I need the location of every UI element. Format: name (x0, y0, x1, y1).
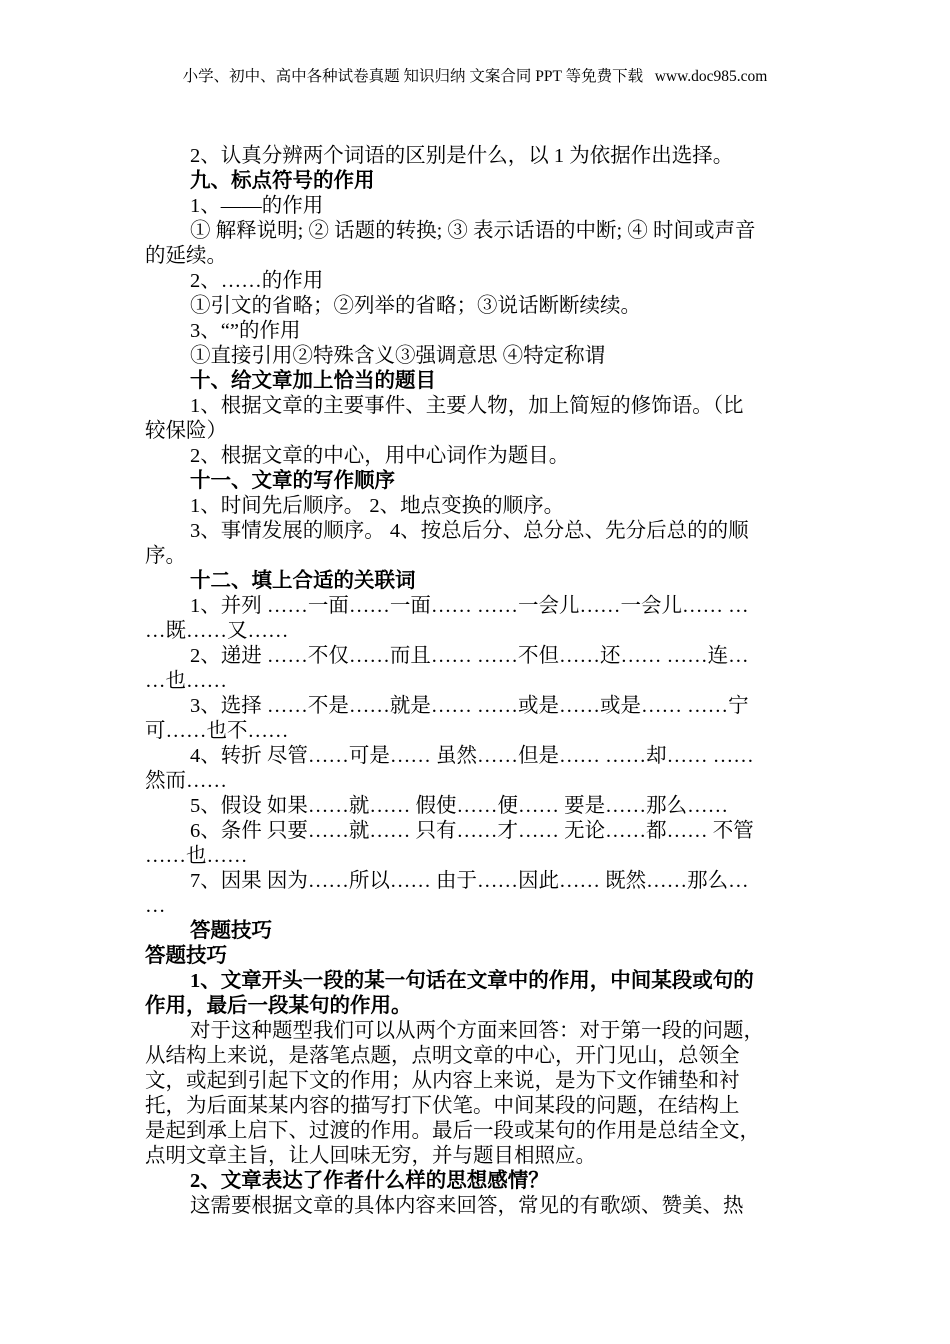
text-line: 4、转折 尽管……可是…… 虽然……但是…… ……却…… …… (190, 745, 754, 767)
text-line: 从结构上来说，是落笔点题，点明文章的中心，开门见山，总领全 (145, 1045, 740, 1067)
text-line: ① 解释说明; ② 话题的转换; ③ 表示话语的中断; ④ 时间或声音 (190, 220, 756, 242)
text-line: 是起到承上启下、过渡的作用。最后一段或某句的作用是总结全文， (145, 1120, 760, 1142)
text-line: …既……又…… (145, 620, 289, 642)
text-line: 序。 (145, 545, 186, 567)
text-line: 2、……的作用 (190, 270, 324, 292)
text-line: 2、认真分辨两个词语的区别是什么，以 1 为依据作出选择。 (190, 145, 734, 167)
text-line: 托，为后面某某内容的描写打下伏笔。中间某段的问题，在结构上 (145, 1095, 740, 1117)
text-line: 这需要根据文章的具体内容来回答，常见的有歌颂、赞美、热 (190, 1195, 744, 1217)
section-heading-line: 十一、文章的写作顺序 (190, 470, 395, 492)
document-body (145, 144, 807, 1219)
section-heading-line: 1、文章开头一段的某一句话在文章中的作用，中间某段或句的 (190, 970, 754, 992)
text-line: ①引文的省略；②列举的省略；③说话断断续续。 (190, 295, 641, 317)
text-line: 6、条件 只要……就…… 只有……才…… 无论……都…… 不管 (190, 820, 754, 842)
section-heading-line: 答题技巧 (145, 945, 227, 967)
text-line: 2、递进 ……不仅……而且…… ……不但……还…… ……连… (190, 645, 749, 667)
text-line: 7、因果 因为……所以…… 由于……因此…… 既然……那么… (190, 870, 749, 892)
text-line: 3、选择 ……不是……就是…… ……或是……或是…… ……宁 (190, 695, 749, 717)
text-line: ……也…… (145, 845, 248, 867)
text-line: 对于这种题型我们可以从两个方面来回答：对于第一段的问题， (190, 1020, 764, 1042)
text-line: 可……也不…… (145, 720, 289, 742)
text-line: 1、时间先后顺序。 2、地点变换的顺序。 (190, 495, 565, 517)
text-line: 1、根据文章的主要事件、主要人物，加上简短的修饰语。（比 (190, 395, 744, 417)
section-heading-line: 十二、填上合适的关联词 (190, 570, 416, 592)
text-line: 1、——的作用 (190, 195, 324, 217)
text-line: …也…… (145, 670, 227, 692)
text-line: 3、事情发展的顺序。 4、按总后分、总分总、先分后总的的顺 (190, 520, 749, 542)
section-heading-line: 作用，最后一段某句的作用。 (145, 995, 412, 1017)
section-heading-line: 2、文章表达了作者什么样的思想感情？ (190, 1170, 549, 1192)
text-line: 然而…… (145, 770, 227, 792)
section-heading-line: 答题技巧 (190, 920, 272, 942)
text-line: 2、根据文章的中心，用中心词作为题目。 (190, 445, 570, 467)
text-line: 的延续。 (145, 245, 227, 267)
text-line: 较保险） (145, 420, 227, 442)
text-line: 3、“”的作用 (190, 320, 301, 342)
text-line: 文，或起到引起下文的作用；从内容上来说，是为下文作铺垫和衬 (145, 1070, 740, 1092)
section-heading-line: 九、标点符号的作用 (190, 170, 375, 192)
text-line: … (145, 895, 166, 917)
section-heading-line: 十、给文章加上恰当的题目 (190, 370, 436, 392)
page-header: 小学、初中、高中各种试卷真题 知识归纳 文案合同 PPT 等免费下载 www.doc985.com (182, 68, 768, 85)
text-line: ①直接引用②特殊含义③强调意思 ④特定称谓 (190, 345, 606, 367)
text-line: 点明文章主旨，让人回味无穷，并与题目相照应。 (145, 1145, 596, 1167)
text-line: 5、假设 如果……就…… 假使……便…… 要是……那么…… (190, 795, 729, 817)
text-line: 1、并列 ……一面……一面…… ……一会儿……一会儿…… … (190, 595, 749, 617)
